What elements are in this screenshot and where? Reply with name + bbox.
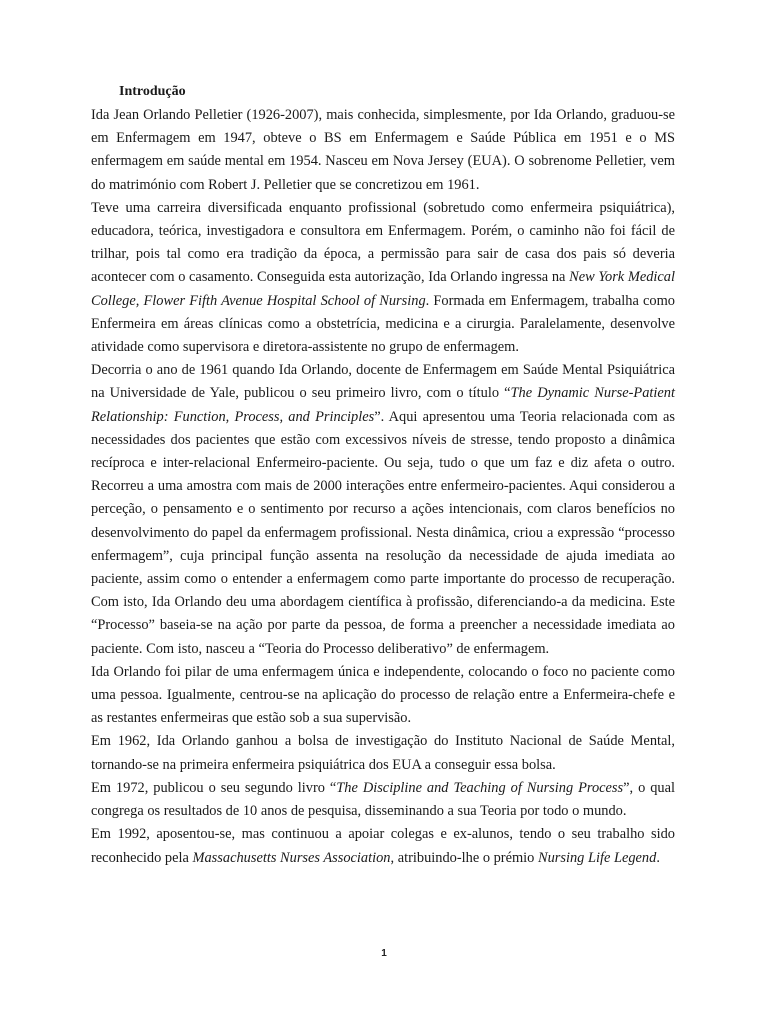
paragraph xyxy=(91,661,675,731)
paragraph xyxy=(91,777,675,823)
section-heading: Introdução xyxy=(119,84,186,99)
text-run: ”, o qual congrega os resultados de 10 anos de pesquisa, disseminando a sua Teoria por todo o mundo. xyxy=(91,779,675,820)
italic-text-run: New York Medical College, Flower Fifth Avenue Hospital School of Nursing xyxy=(91,269,675,309)
paragraph xyxy=(91,730,675,776)
text-run: Decorria o ano de 1961 quando Ida Orlando, docente de Enfermagem em Saúde Mental Psiquiátrica na Universidade de Yale, publicou o seu primeiro livro, com o título “ xyxy=(91,362,675,402)
text-run: . Formada em Enfermagem, trabalha como Enfermeira em áreas clínicas como a obstetrícia, medicina e a cirurgia. Paralelamente, desenvolve atividade como supervisora e diretora-assistente no grupo de enfermagem. xyxy=(91,292,675,356)
italic-text-run: The Dynamic Nurse-Patient Relationship: Function, Process, and Principles xyxy=(91,385,675,425)
document-body xyxy=(91,80,675,870)
text-run: Em 1992, aposentou-se, mas continuou a apoiar colegas e ex-alunos, tendo o seu trabalho sido reconhecido pela xyxy=(91,826,675,866)
italic-text-run: Nursing Life Legend xyxy=(537,849,657,866)
text-run: . xyxy=(656,849,660,866)
italic-text-run: The Discipline and Teaching of Nursing Process xyxy=(336,779,624,796)
paragraph xyxy=(91,104,675,197)
paragraph-list xyxy=(91,104,675,870)
paragraph xyxy=(91,197,675,359)
text-run: Ida Orlando foi pilar de uma enfermagem única e independente, colocando o foco no paciente como uma pessoa. Igualmente, centrou-se na aplicação do processo de relação entre a Enfermeira-chefe e as restantes enfermeiras que estão sob a sua supervisão. xyxy=(91,663,675,727)
italic-text-run: Massachusetts Nurses Association xyxy=(192,849,391,866)
text-run: , atribuindo-lhe o prémio xyxy=(390,849,538,866)
text-run: Em 1972, publicou o seu segundo livro “ xyxy=(91,779,337,796)
page-number: 1 xyxy=(381,948,387,959)
text-run: ”. Aqui apresentou uma Teoria relacionada com as necessidades dos pacientes que estão com excessivos níveis de stresse, tendo proposto a dinâmica recíproca e inter-relacional Enfermeiro-paciente. Ou seja, tudo o que um faz e diz afeta o outro. Recorreu a uma amostra com mais de 2000 interações entre enfermeiro-pacientes. Aqui considerou a perceção, o pensamento e o sentimento por recurso a ações intencionais, com claros benefícios no desenvolvimento do papel da enfermagem profissional. Nesta dinâmica, criou a expressão “processo enfermagem”, cuja principal função assenta na resolução da necessidade de ajuda imediata ao paciente, assim como o entender a enfermagem como parte importante do processo de recuperação. Com isto, Ida Orlando deu uma abordagem científica à profissão, diferenciando-a da medicina. Este “Processo” baseia-se na ação por parte da pessoa, de forma a preencher a necessidade imediata ao paciente. Com isto, nasceu a “Teoria do Processo deliberativo” de enfermagem. xyxy=(91,408,675,657)
paragraph xyxy=(91,823,675,869)
paragraph xyxy=(91,359,675,661)
text-run: Ida Jean Orlando Pelletier (1926-2007), mais conhecida, simplesmente, por Ida Orlando, graduou-se em Enfermagem em 1947, obteve o BS em Enfermagem e Saúde Pública em 1951 e o MS enfermagem em saúde mental em 1954. Nasceu em Nova Jersey (EUA). O sobrenome Pelletier, vem do matrimónio com Robert J. Pelletier que se concretizou em 1961. xyxy=(91,107,675,193)
text-run: Teve uma carreira diversificada enquanto profissional (sobretudo como enfermeira psiquiátrica), educadora, teórica, investigadora e consultora em Enfermagem. Porém, o caminho não foi fácil de trilhar, pois tal como era tradição da época, a permissão para sair de casa dos pais só deveria acontecer com o casamento. Conseguida esta autorização, Ida Orlando ingressa na xyxy=(91,199,675,286)
text-run: Em 1962, Ida Orlando ganhou a bolsa de investigação do Instituto Nacional de Saúde Mental, tornando-se na primeira enfermeira psiquiátrica dos EUA a conseguir essa bolsa. xyxy=(91,733,675,773)
